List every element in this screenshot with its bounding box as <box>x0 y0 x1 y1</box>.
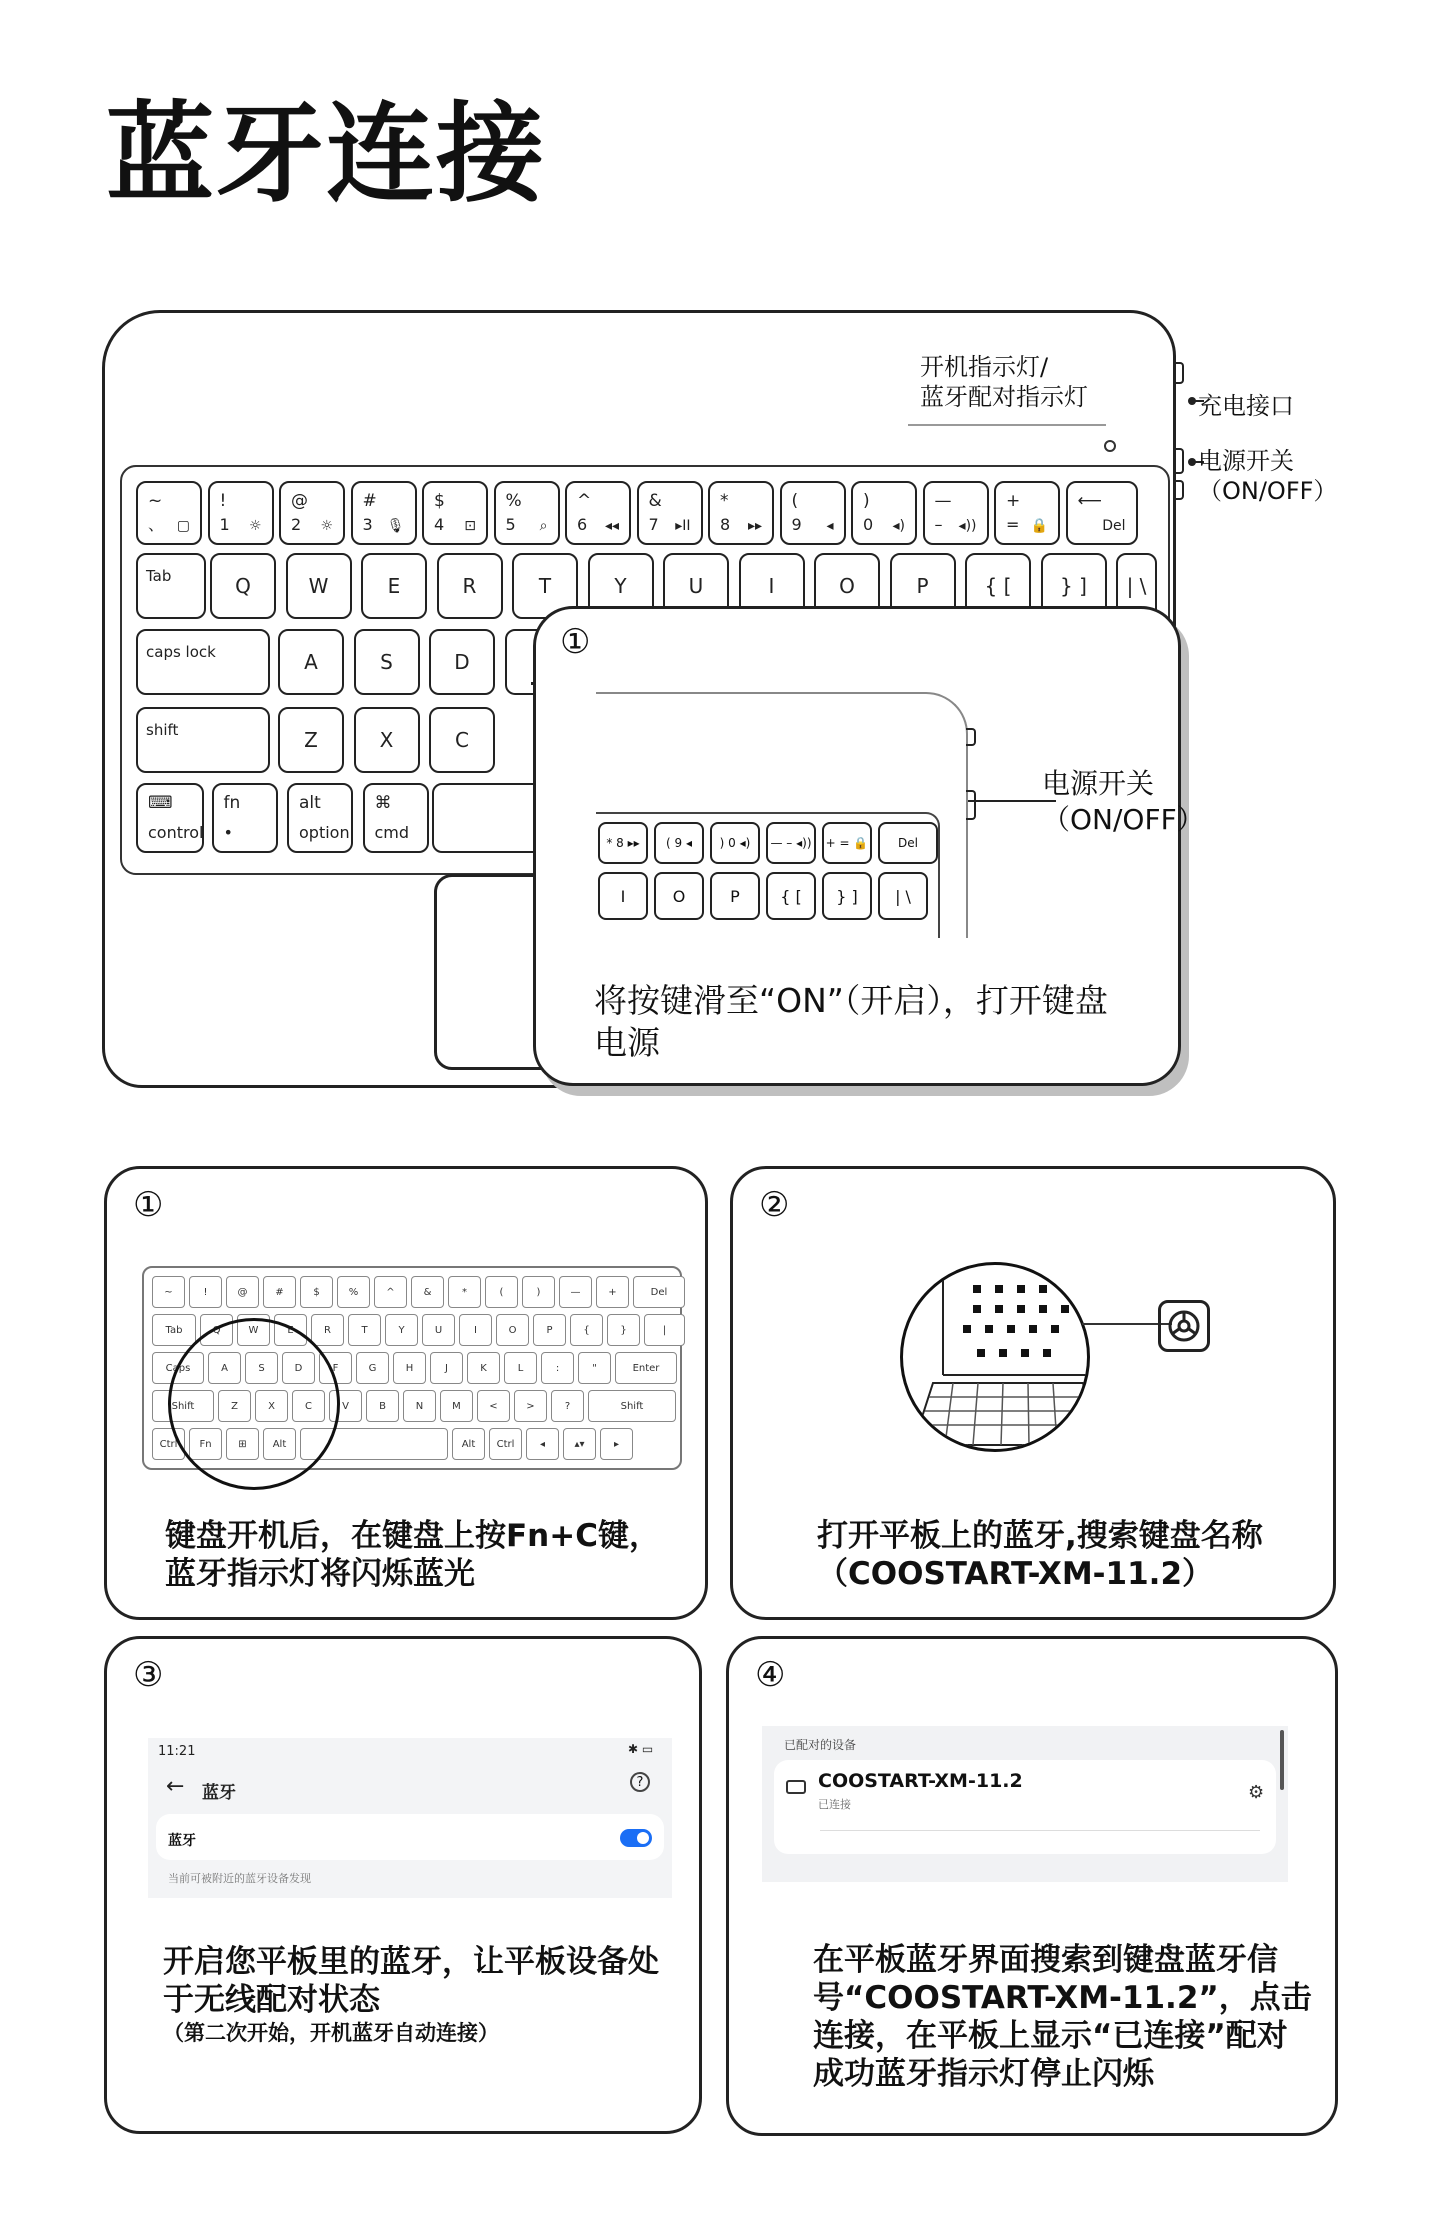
zoom-key <box>822 822 872 864</box>
key-top-label: % <box>505 491 522 511</box>
mini-key <box>514 1390 547 1422</box>
zoom-key-label: * 8 ▸▸ <box>606 836 640 850</box>
key-function-label: ⌕ <box>539 518 548 534</box>
mini-key-label: $ <box>313 1286 320 1298</box>
mini-key <box>385 1314 418 1346</box>
key-top-label: $ <box>434 491 445 511</box>
mini-key-label: % <box>348 1286 359 1298</box>
zoom-key <box>878 822 938 864</box>
mini-key-label: Shift <box>620 1400 644 1412</box>
key-label: C <box>455 728 469 752</box>
key-number <box>208 481 274 545</box>
mini-key <box>440 1390 473 1422</box>
mini-key <box>477 1390 510 1422</box>
mini-key-label: F <box>332 1362 339 1374</box>
key-label: R <box>462 574 477 598</box>
mini-key <box>189 1276 222 1308</box>
back-arrow-icon[interactable]: ← <box>166 1774 185 1799</box>
key-top-label: * <box>720 491 729 511</box>
mini-key <box>152 1276 185 1308</box>
step-2-number: ② <box>759 1185 790 1225</box>
zoom-key <box>710 872 760 920</box>
mini-key <box>644 1314 685 1346</box>
power-switch-slot <box>1174 480 1184 500</box>
key-function-label: ◂◂ <box>604 518 619 534</box>
key-number <box>851 481 917 545</box>
step-3-note: （第二次开始，开机蓝牙自动连接） <box>163 2021 499 2045</box>
indicator-label-line1: 开机指示灯/ <box>920 353 1049 381</box>
mini-key <box>588 1390 676 1422</box>
key-modifier <box>287 783 353 853</box>
key-top-label: ^ <box>577 491 592 511</box>
zoom-key-label: + = 🔒 <box>825 836 869 850</box>
status-bar-time: 11:21 <box>158 1744 196 1759</box>
mini-key-label: I <box>474 1324 477 1336</box>
zoom-key <box>766 822 816 864</box>
key-label: } ] <box>1060 574 1087 598</box>
mini-key <box>422 1314 455 1346</box>
bluetooth-toggle[interactable] <box>620 1829 652 1847</box>
key-bottom-label: 0 <box>863 515 874 534</box>
mini-key-label: ~ <box>164 1286 173 1298</box>
paired-devices-header: 已配对的设备 <box>784 1738 857 1752</box>
mini-key <box>430 1352 463 1384</box>
mini-key-label: ! <box>203 1286 208 1298</box>
tablet-closeup <box>900 1262 1090 1452</box>
bluetooth-setting-row[interactable] <box>156 1814 664 1860</box>
key-function-label: Del <box>1102 518 1126 534</box>
key-top-label: ⟵ <box>1077 491 1102 511</box>
mini-key-label: N <box>415 1400 424 1412</box>
key-letter <box>437 553 503 619</box>
mini-key-label: ◂ <box>539 1438 546 1450</box>
mini-key-label: P <box>546 1324 553 1336</box>
key-function-label: 🔒 <box>1030 518 1048 534</box>
zoom-key <box>654 872 704 920</box>
zoom-key <box>878 872 928 920</box>
key-function-label: ◂ <box>826 518 834 534</box>
key-bottom-label: cmd <box>374 823 410 842</box>
tablet-dot-grid <box>963 1285 1069 1357</box>
key-letter <box>286 553 352 619</box>
key-label: S <box>380 650 393 674</box>
zoom-key-label: } ] <box>836 886 858 906</box>
key-top-label: ) <box>863 491 870 511</box>
key-label: E <box>387 574 401 598</box>
key-top-label: ~ <box>148 491 163 511</box>
mini-key-label: Tab <box>165 1324 183 1336</box>
key-label: caps lock <box>146 643 216 661</box>
zoom-key-label: ) 0 ◂) <box>719 836 751 850</box>
zoom-switch-label-line1: 电源开关 <box>1042 767 1155 800</box>
key-number <box>923 481 989 545</box>
mini-key-label: Z <box>231 1400 238 1412</box>
key-number <box>780 481 846 545</box>
key-number <box>994 481 1060 545</box>
key-bottom-label: 2 <box>291 515 302 534</box>
mini-key <box>393 1352 426 1384</box>
key-label: O <box>839 574 855 598</box>
key-letter <box>136 707 270 773</box>
mini-key <box>541 1352 574 1384</box>
zoom-switch-label-line2: （ON/OFF） <box>1042 803 1205 836</box>
key-bottom-label: 8 <box>720 515 731 534</box>
mini-key-label: " <box>592 1362 597 1374</box>
key-function-label: ☼ <box>320 518 333 534</box>
mini-key-label: Q <box>212 1324 221 1336</box>
step-1-number: ① <box>133 1185 164 1225</box>
key-function-label: ▸II <box>675 518 691 534</box>
key-bottom-label: option <box>299 823 350 842</box>
mini-key-label: G <box>368 1362 377 1374</box>
mini-key <box>459 1314 492 1346</box>
paired-device-status: 已连接 <box>818 1798 851 1811</box>
mini-key-label: W <box>248 1324 259 1336</box>
zoom-key-label: O <box>672 886 686 906</box>
keyboard-device-icon <box>786 1780 806 1794</box>
zoom-key <box>598 872 648 920</box>
mini-key-label: H <box>405 1362 414 1374</box>
zoom-key <box>822 872 872 920</box>
mini-key <box>526 1428 559 1460</box>
charge-port <box>1174 362 1184 384</box>
key-bottom-label: 9 <box>791 515 802 534</box>
mini-key-label: D <box>294 1362 303 1374</box>
key-label: | \ <box>1126 574 1147 598</box>
mini-key-label: Caps <box>165 1362 191 1374</box>
mini-key-label: # <box>275 1286 284 1298</box>
key-number <box>351 481 417 545</box>
mini-key-label: B <box>379 1400 386 1412</box>
key-number <box>136 481 202 545</box>
mini-key <box>633 1276 685 1308</box>
mini-key <box>448 1276 481 1308</box>
mini-key-label: ) <box>536 1286 541 1298</box>
mini-key-label: + <box>608 1286 617 1298</box>
step-4-number: ④ <box>755 1655 786 1695</box>
mini-key <box>615 1352 677 1384</box>
zoom-key-label: — – ◂)) <box>770 836 812 850</box>
indicator-label-line2: 蓝牙配对指示灯 <box>920 383 1088 411</box>
key-top-label: ⌨ <box>148 793 173 813</box>
key-letter <box>429 629 495 695</box>
mini-key-label: & <box>423 1286 432 1298</box>
zoom-power-switch <box>966 790 976 820</box>
mini-key-label: ( <box>499 1286 504 1298</box>
key-label: Tab <box>146 567 172 585</box>
key-label: Q <box>235 574 251 598</box>
mini-key-label: M <box>452 1400 461 1412</box>
mini-key <box>348 1314 381 1346</box>
step-4-caption: 在平板蓝牙界面搜索到键盘蓝牙信号“COOSTART-XM-11.2”，点击连接，在平板上显示“已连接”配对成功蓝牙指示灯停止闪烁 <box>813 1942 1312 2092</box>
mini-key-label: < <box>489 1400 498 1412</box>
key-bottom-label: 6 <box>577 515 588 534</box>
key-number <box>422 481 488 545</box>
mini-key <box>226 1276 259 1308</box>
mini-key-label: X <box>268 1400 275 1412</box>
mini-key <box>403 1390 436 1422</box>
key-label: D <box>454 650 470 674</box>
zoom-key-label: I <box>620 886 626 906</box>
indicator-light <box>1104 440 1116 452</box>
key-label: { [ <box>984 574 1012 598</box>
power-switch <box>1174 448 1184 474</box>
mini-key <box>578 1352 611 1384</box>
key-function-label: ◂) <box>892 518 905 534</box>
key-bottom-label: = <box>1006 515 1020 534</box>
mini-key-label: Alt <box>461 1438 476 1450</box>
mini-key-label: Ctrl <box>496 1438 515 1450</box>
mini-key-label: C <box>305 1400 312 1412</box>
mini-key <box>152 1314 196 1346</box>
mini-key <box>300 1276 333 1308</box>
mini-key-label: S <box>258 1362 265 1374</box>
mini-key-label: ⊞ <box>238 1438 247 1450</box>
key-number <box>565 481 631 545</box>
mini-key-label: ▴▾ <box>574 1438 585 1450</box>
key-bottom-label: 3 <box>362 515 373 534</box>
mini-key-label: > <box>526 1400 535 1412</box>
mini-key-label: { <box>583 1324 590 1336</box>
key-function-label: ▢ <box>176 518 190 534</box>
mini-key <box>311 1314 344 1346</box>
key-number <box>279 481 345 545</box>
key-bottom-label: control <box>148 823 204 842</box>
zoom-key-label: Del <box>898 836 918 850</box>
mini-key-label: @ <box>237 1286 248 1298</box>
zoom-step-number: ① <box>560 622 591 662</box>
mini-key <box>366 1390 399 1422</box>
mini-key-label: Del <box>650 1286 668 1298</box>
key-function-label: ▸▸ <box>747 518 762 534</box>
key-function-label: ◂)) <box>958 518 977 534</box>
key-letter <box>429 707 495 773</box>
key-top-label: # <box>362 491 377 511</box>
key-letter <box>278 707 344 773</box>
mini-key-label: ^ <box>386 1286 395 1298</box>
mini-key <box>504 1352 537 1384</box>
mini-key-label: L <box>517 1362 524 1374</box>
step-2-caption: 打开平板上的蓝牙,搜索键盘名称（COOSTART-XM-11.2） <box>817 1518 1263 1592</box>
mini-key-label: ? <box>564 1400 571 1412</box>
zoom-key-label: | \ <box>895 886 911 906</box>
mini-key <box>467 1352 500 1384</box>
mini-key <box>263 1276 296 1308</box>
mini-key <box>570 1314 603 1346</box>
key-top-label: & <box>648 491 662 511</box>
key-letter <box>136 553 206 619</box>
zoom-key <box>710 822 760 864</box>
key-number <box>637 481 703 545</box>
zoom-key-label: P <box>730 886 740 906</box>
key-function-label: ☼ <box>248 518 262 534</box>
power-switch-label-line2: （ON/OFF） <box>1198 477 1338 505</box>
key-bottom-label: 7 <box>648 515 659 534</box>
key-bottom-label: 5 <box>505 515 516 534</box>
scrollbar[interactable] <box>1280 1730 1284 1790</box>
zoom-switch-label <box>1042 766 1205 838</box>
zoom-key-label: { [ <box>780 886 802 906</box>
mini-key <box>496 1314 529 1346</box>
key-label: A <box>304 650 318 674</box>
device-settings-icon[interactable]: ⚙ <box>1248 1782 1265 1803</box>
power-switch-label <box>1198 446 1337 506</box>
key-function-label: ⊡ <box>464 518 476 534</box>
key-label: W <box>308 574 329 598</box>
mini-key <box>485 1276 518 1308</box>
mini-key-label: Ctrl <box>159 1438 178 1450</box>
discoverable-hint: 当前可被附近的蓝牙设备发现 <box>168 1872 311 1885</box>
mini-key <box>533 1314 566 1346</box>
key-bottom-label: 1 <box>219 515 230 534</box>
key-label: X <box>379 728 394 752</box>
key-number <box>708 481 774 545</box>
mini-key-label: — <box>570 1286 581 1298</box>
tablet-closeup-illustration <box>903 1265 1090 1452</box>
key-bottom-label: 4 <box>434 515 445 534</box>
step-3-caption-block <box>163 1943 683 2047</box>
key-letter <box>354 707 420 773</box>
mini-key-label: : <box>555 1362 560 1374</box>
key-function-label: 🎙 <box>386 518 405 534</box>
key-label: T <box>538 574 552 598</box>
key-top-label: ! <box>219 491 227 511</box>
status-bar-battery: ✱ ▭ <box>628 1742 654 1756</box>
key-modifier <box>363 783 429 853</box>
mini-key-label: E <box>287 1324 294 1336</box>
mini-key <box>522 1276 555 1308</box>
mini-key-label: Alt <box>272 1438 287 1450</box>
mini-key <box>374 1276 407 1308</box>
mini-key-label: R <box>324 1324 331 1336</box>
mini-key-label: Y <box>398 1324 405 1336</box>
mini-key <box>551 1390 584 1422</box>
key-letter <box>361 553 427 619</box>
mini-key <box>607 1314 640 1346</box>
mini-key-label: Enter <box>632 1362 660 1374</box>
key-letter <box>354 629 420 695</box>
key-modifier <box>212 783 278 853</box>
mini-key <box>596 1276 629 1308</box>
screen-title: 蓝牙 <box>202 1783 236 1803</box>
zoom-side-port <box>966 728 976 746</box>
key-letter <box>278 629 344 695</box>
step-panel-4 <box>726 1636 1338 2136</box>
paired-device-name: COOSTART-XM-11.2 <box>818 1770 1023 1792</box>
mini-key <box>559 1276 592 1308</box>
mini-key-label: V <box>342 1400 349 1412</box>
step-3-caption: 开启您平板里的蓝牙，让平板设备处于无线配对状态 <box>163 1944 659 2018</box>
bluetooth-icon <box>1158 1300 1210 1352</box>
mini-key-label: Shift <box>171 1400 195 1412</box>
mini-key-label: Fn <box>199 1438 212 1450</box>
key-top-label: — <box>934 491 952 511</box>
mini-key <box>489 1428 522 1460</box>
mini-key-label: J <box>445 1362 448 1374</box>
key-label: U <box>688 574 704 598</box>
key-letter <box>136 629 270 695</box>
card-divider <box>820 1830 1260 1831</box>
zoom-key-label: ( 9 ◂ <box>666 836 692 850</box>
zoom-key <box>766 872 816 920</box>
fn-c-highlight-circle <box>165 1318 340 1490</box>
mini-key-label: U <box>434 1324 443 1336</box>
power-switch-label-line1: 电源开关 <box>1198 447 1294 475</box>
mini-key-label: O <box>508 1324 517 1336</box>
key-label: Z <box>304 728 318 752</box>
key-top-label: ( <box>791 491 799 511</box>
key-label: shift <box>146 721 179 739</box>
key-top-label: alt <box>299 793 321 813</box>
bluetooth-icon-glyph <box>1167 1309 1201 1343</box>
mini-key <box>600 1428 633 1460</box>
mini-key-label: A <box>221 1362 228 1374</box>
key-number <box>1066 481 1138 545</box>
bluetooth-setting-label: 蓝牙 <box>168 1833 196 1849</box>
mini-key <box>452 1428 485 1460</box>
mini-key-label: } <box>620 1324 627 1336</box>
key-bottom-label: – <box>934 515 943 534</box>
key-label: P <box>916 574 929 598</box>
mini-key <box>337 1276 370 1308</box>
page-title: 蓝牙连接 <box>106 92 547 217</box>
step-3-number: ③ <box>133 1655 164 1695</box>
mini-key-label: * <box>462 1286 467 1298</box>
help-icon[interactable]: ? <box>630 1772 650 1792</box>
step-1-caption: 键盘开机后，在键盘上按Fn+C键，蓝牙指示灯将闪烁蓝光 <box>165 1518 660 1592</box>
mini-key-label: T <box>361 1324 368 1336</box>
key-number <box>494 481 560 545</box>
mini-key <box>411 1276 444 1308</box>
key-modifier <box>136 783 204 853</box>
mini-key-label: ▸ <box>613 1438 620 1450</box>
key-letter <box>210 553 276 619</box>
key-top-label: @ <box>291 491 308 511</box>
key-label: I <box>768 574 775 598</box>
mini-key <box>563 1428 596 1460</box>
key-bottom-label: • <box>223 823 233 842</box>
key-top-label: + <box>1006 491 1021 511</box>
zoom-caption: 将按键滑至“ON”（开启），打开键盘电源 <box>594 981 1108 1062</box>
key-bottom-label: 、 <box>148 515 165 534</box>
indicator-rule <box>908 424 1106 426</box>
mini-key-label: | <box>662 1324 667 1336</box>
mini-key <box>356 1352 389 1384</box>
key-label: Y <box>614 574 627 598</box>
zoom-key <box>654 822 704 864</box>
charge-port-label: 充电接口 <box>1198 392 1294 420</box>
key-top-label: ⌘ <box>374 793 392 813</box>
mini-key-label: K <box>480 1362 487 1374</box>
zoom-key <box>598 822 648 864</box>
indicator-label <box>920 352 1088 412</box>
key-top-label: fn <box>223 793 241 813</box>
